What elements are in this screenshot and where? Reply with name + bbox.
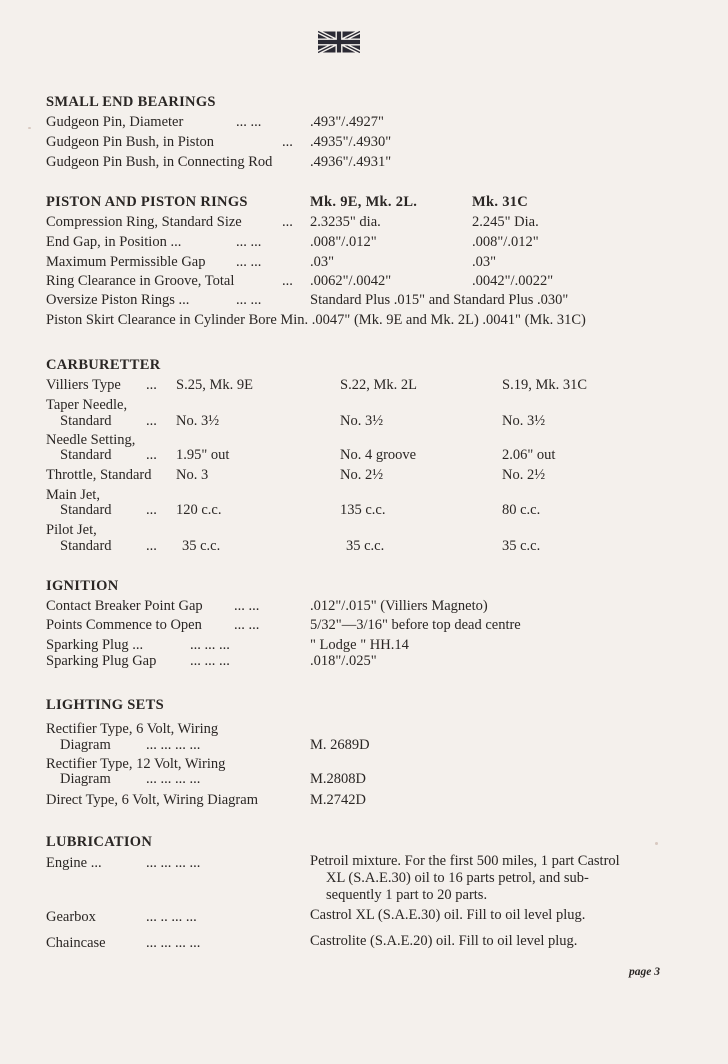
spec-value: M.2742D <box>310 792 366 808</box>
carb-label: Needle Setting, <box>46 432 136 448</box>
spec-value: .03" <box>472 254 497 270</box>
section-heading-ignition: IGNITION <box>46 578 119 594</box>
spec-label-sub: Diagram <box>60 737 111 753</box>
spec-value: .0042"/.0022" <box>472 273 554 289</box>
engine-oil-line-3: sequently 1 part to 20 parts. <box>326 887 488 903</box>
carb-value-2l: No. 2½ <box>340 467 384 483</box>
spec-value: Castrolite (S.A.E.20) oil. Fill to oil level plug. <box>310 933 578 949</box>
carb-label-sub: Standard <box>60 538 112 554</box>
spec-label: Chaincase <box>46 935 106 951</box>
spec-value: .03" <box>310 254 335 270</box>
section-heading-lighting: LIGHTING SETS <box>46 697 164 713</box>
section-heading-piston: PISTON AND PISTON RINGS <box>46 194 248 210</box>
spec-label: Ring Clearance in Groove, Total <box>46 273 235 289</box>
paper-speck <box>28 127 31 129</box>
leader-dots: ... ... <box>236 254 262 270</box>
carb-value-2l: S.22, Mk. 2L <box>340 377 417 393</box>
spec-label: Compression Ring, Standard Size <box>46 214 242 230</box>
carb-value-31c: 2.06" out <box>502 447 556 463</box>
carb-value-31c: No. 2½ <box>502 467 546 483</box>
leader-dots: ... <box>146 447 157 463</box>
spec-label: Rectifier Type, 6 Volt, Wiring <box>46 721 219 737</box>
spec-label: Gudgeon Pin Bush, in Connecting Rod <box>46 154 273 170</box>
paper-speck <box>655 842 658 845</box>
spec-value: 2.245" Dia. <box>472 214 539 230</box>
carb-value-9e: 35 c.c. <box>182 538 221 554</box>
spec-label: Contact Breaker Point Gap <box>46 598 203 614</box>
carb-label: Main Jet, <box>46 487 100 503</box>
carb-value-31c: No. 3½ <box>502 413 546 429</box>
page-number: page 3 <box>629 966 660 978</box>
leader-dots: ... ... ... ... <box>146 855 201 871</box>
carb-label-sub: Standard <box>60 447 112 463</box>
spec-value: Castrol XL (S.A.E.30) oil. Fill to oil level plug. <box>310 907 586 923</box>
spec-label: Oversize Piston Rings ... <box>46 292 190 308</box>
spec-value: M. 2689D <box>310 737 370 753</box>
spec-value: .4935"/.4930" <box>310 134 392 150</box>
leader-dots: ... <box>146 377 157 393</box>
carb-label-sub: Standard <box>60 413 112 429</box>
section-heading-lubrication: LUBRICATION <box>46 834 153 850</box>
spec-label: Sparking Plug ... <box>46 637 144 653</box>
column-header-mk9e: Mk. 9E, Mk. 2L. <box>310 194 418 210</box>
skirt-clearance-line: Piston Skirt Clearance in Cylinder Bore Min. .0047" (Mk. 9E and Mk. 2L) .0041" (Mk. 31C) <box>46 312 586 328</box>
spec-label: Maximum Permissible Gap <box>46 254 206 270</box>
carb-value-2l: 35 c.c. <box>346 538 385 554</box>
spec-value: .018"/.025" <box>310 653 377 669</box>
spec-label-sub: Diagram <box>60 771 111 787</box>
spec-label: Sparking Plug Gap <box>46 653 157 669</box>
spec-value: 5/32"—3/16" before top dead centre <box>310 617 521 633</box>
leader-dots: ... ... <box>236 114 262 130</box>
carb-label-sub: Standard <box>60 502 112 518</box>
spec-value: " Lodge " HH.14 <box>310 637 409 653</box>
section-heading-carburetter: CARBURETTER <box>46 357 161 373</box>
section-heading-small-end: SMALL END BEARINGS <box>46 94 216 110</box>
spec-label: Points Commence to Open <box>46 617 202 633</box>
leader-dots: ... <box>146 538 157 554</box>
leader-dots: ... ... ... ... <box>146 771 201 787</box>
spec-value: Standard Plus .015" and Standard Plus .030" <box>310 292 569 308</box>
carb-value-31c: 35 c.c. <box>502 538 541 554</box>
carb-label: Taper Needle, <box>46 397 128 413</box>
spec-value: .493"/.4927" <box>310 114 384 130</box>
leader-dots: ... ... ... ... <box>146 737 201 753</box>
leader-dots: ... <box>282 214 293 230</box>
leader-dots: ... ... ... ... <box>146 935 201 951</box>
spec-label: Gearbox <box>46 909 96 925</box>
engine-oil-line-2: XL (S.A.E.30) oil to 16 parts petrol, and sub- <box>326 870 589 886</box>
engine-oil-line-1: Petroil mixture. For the first 500 miles, 1 part Castrol <box>310 853 620 869</box>
carb-value-9e: S.25, Mk. 9E <box>176 377 253 393</box>
leader-dots: ... ... <box>234 598 260 614</box>
spec-label: Gudgeon Pin, Diameter <box>46 114 184 130</box>
leader-dots: ... <box>282 134 293 150</box>
spec-label: Engine ... <box>46 855 102 871</box>
spec-value: .4936"/.4931" <box>310 154 392 170</box>
carb-label: Throttle, Standard <box>46 467 152 483</box>
spec-value: .0062"/.0042" <box>310 273 392 289</box>
carb-value-9e: No. 3½ <box>176 413 220 429</box>
leader-dots: ... <box>146 413 157 429</box>
spec-label: End Gap, in Position ... <box>46 234 182 250</box>
spec-label: Rectifier Type, 12 Volt, Wiring <box>46 756 226 772</box>
leader-dots: ... ... <box>236 234 262 250</box>
carb-value-9e: No. 3 <box>176 467 209 483</box>
leader-dots: ... ... <box>236 292 262 308</box>
carb-value-9e: 120 c.c. <box>176 502 222 518</box>
spec-label: Direct Type, 6 Volt, Wiring Diagram <box>46 792 258 808</box>
union-jack-icon <box>318 30 360 54</box>
spec-value: .012"/.015" (Villiers Magneto) <box>310 598 488 614</box>
column-header-mk31c: Mk. 31C <box>472 194 529 210</box>
carb-value-2l: 135 c.c. <box>340 502 386 518</box>
spec-value: M.2808D <box>310 771 366 787</box>
leader-dots: ... <box>282 273 293 289</box>
carb-value-31c: S.19, Mk. 31C <box>502 377 588 393</box>
carb-value-2l: No. 4 groove <box>340 447 417 463</box>
carb-value-31c: 80 c.c. <box>502 502 541 518</box>
leader-dots: ... <box>146 502 157 518</box>
carb-label: Pilot Jet, <box>46 522 97 538</box>
leader-dots: ... ... ... <box>190 653 230 669</box>
spec-value: .008"/.012" <box>472 234 539 250</box>
leader-dots: ... ... <box>234 617 260 633</box>
spec-label: Gudgeon Pin Bush, in Piston <box>46 134 214 150</box>
spec-value: 2.3235" dia. <box>310 214 381 230</box>
spec-value: .008"/.012" <box>310 234 377 250</box>
leader-dots: ... ... ... <box>190 637 230 653</box>
carb-value-9e: 1.95" out <box>176 447 230 463</box>
carb-label: Villiers Type <box>46 377 121 393</box>
leader-dots: ... .. ... ... <box>146 909 197 925</box>
carb-value-2l: No. 3½ <box>340 413 384 429</box>
